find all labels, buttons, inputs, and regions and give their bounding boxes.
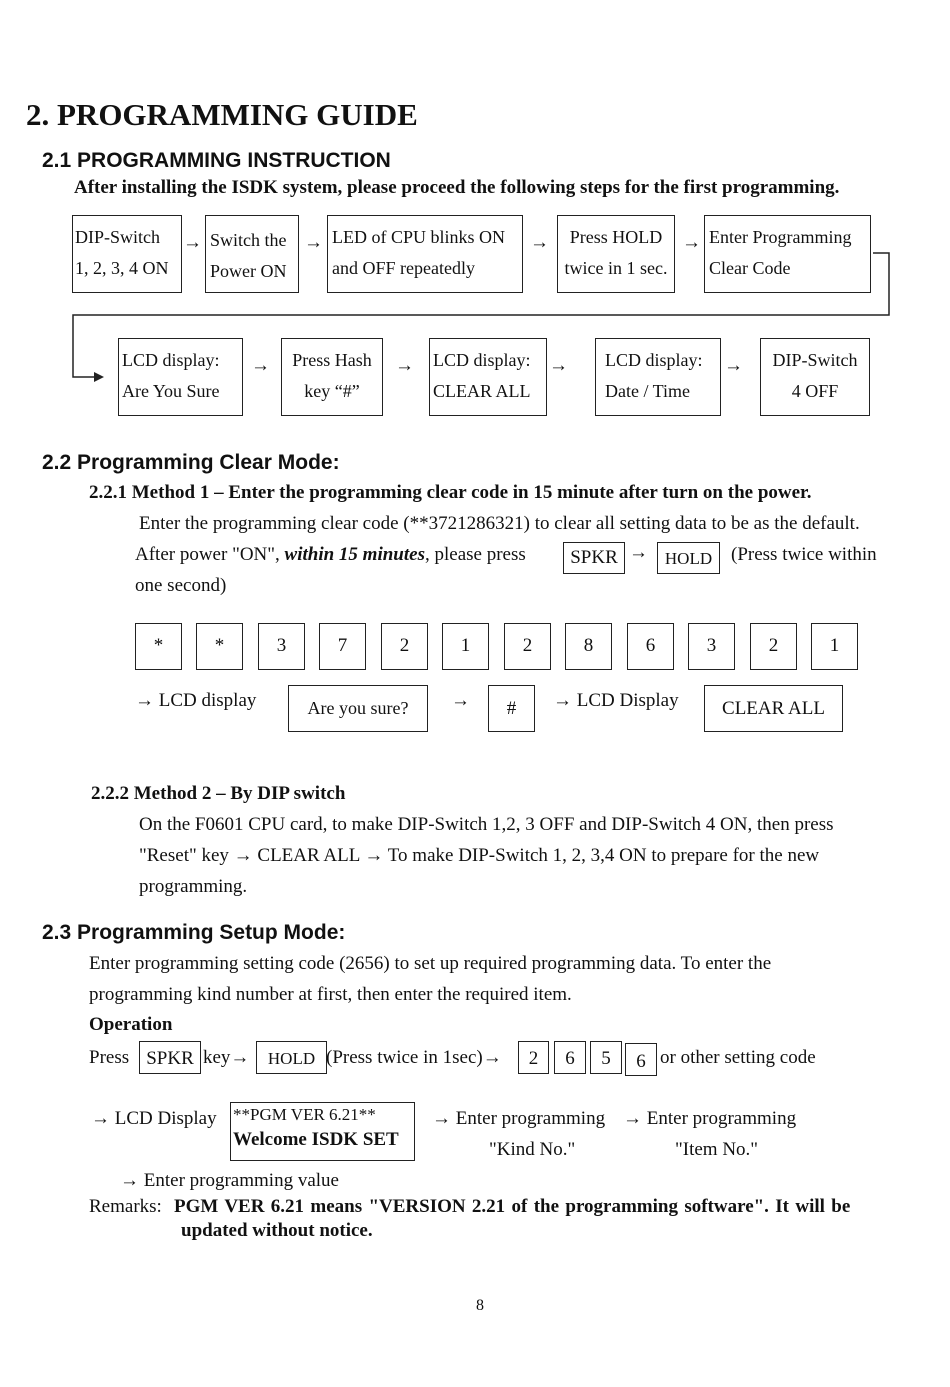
other-code-note: or other setting code [660, 1047, 816, 1068]
lcd-display-label-3: → LCD Display [91, 1108, 217, 1129]
remarks-text-2: updated without notice. [181, 1220, 373, 1241]
flow-arrow: → [251, 355, 270, 376]
code-key: 3 [688, 623, 735, 670]
flow-arrow: → [530, 232, 549, 253]
key-arrow-label: key→ [203, 1047, 250, 1068]
pgm-version-box: **PGM VER 6.21** Welcome ISDK SET [230, 1102, 415, 1161]
code-key: 1 [442, 623, 489, 670]
setup-line-2: programming kind number at first, then enter the required item. [89, 984, 572, 1005]
flow-step-press-hold: Press HOLD twice in 1 sec. [557, 215, 675, 293]
page-number: 8 [476, 1297, 484, 1314]
method-2-title: 2.2.2 Method 2 – By DIP switch [91, 783, 346, 804]
setting-code-key: 2 [518, 1041, 549, 1074]
spkr-key: SPKR [563, 542, 625, 574]
setting-code-key: 6 [554, 1041, 586, 1074]
enter-programming-kind: → Enter programming [432, 1108, 606, 1129]
section-2-1-title: 2.1 PROGRAMMING INSTRUCTION [42, 149, 391, 172]
method-1-line-2: After power "ON", within 15 minutes, please press [135, 544, 526, 565]
remarks-text: PGM VER 6.21 means "VERSION 2.21 of the programming software". It will be [174, 1196, 851, 1217]
kind-no-label: "Kind No." [489, 1139, 576, 1160]
code-key: 2 [750, 623, 797, 670]
flow-step-are-you-sure: LCD display: Are You Sure [118, 338, 243, 416]
flow-step-date-time: LCD display: Date / Time [595, 338, 721, 416]
arrow-icon: → [629, 542, 648, 563]
flow-arrow: → [724, 355, 743, 376]
flow-step-dip-switch-off: DIP-Switch 4 OFF [760, 338, 870, 416]
press-label: Press [89, 1047, 130, 1068]
lcd-display-label: → LCD display [135, 690, 257, 711]
code-key: 3 [258, 623, 305, 670]
code-key: 2 [381, 623, 428, 670]
flow-step-clear-all: LCD display: CLEAR ALL [429, 338, 547, 416]
flow-arrow: → [682, 232, 701, 253]
flow-step-power-on: Switch the Power ON [205, 215, 299, 293]
enter-programming-item: → Enter programming [623, 1108, 797, 1129]
method-2-line-2: "Reset" key → CLEAR ALL → To make DIP-Switch 1, 2, 3,4 ON to prepare for the new [139, 845, 820, 866]
code-key: 7 [319, 623, 366, 670]
section-2-1-intro: After installing the ISDK system, please proceed the following steps for the first programming. [74, 177, 840, 198]
flow-arrow: → [183, 232, 202, 253]
one-second-note: one second) [135, 575, 227, 596]
section-2-2-title: 2.2 Programming Clear Mode: [42, 451, 340, 474]
code-key: * [196, 623, 243, 670]
method-2-line-3: programming. [139, 876, 248, 897]
enter-value-label: → Enter programming value [120, 1170, 339, 1191]
lcd-clear-all-box: CLEAR ALL [704, 685, 843, 732]
operation-label: Operation [89, 1014, 173, 1035]
hold-key: HOLD [256, 1041, 327, 1074]
flow-step-press-hash: Press Hash key “#” [281, 338, 383, 416]
section-2-3-title: 2.3 Programming Setup Mode: [42, 921, 346, 944]
flow-arrow: → [549, 355, 568, 376]
setting-code-key: 6 [625, 1043, 657, 1076]
code-key: 6 [627, 623, 674, 670]
hold-key: HOLD [657, 542, 720, 574]
setting-code-key: 5 [590, 1041, 622, 1074]
code-key: 8 [565, 623, 612, 670]
code-key: 1 [811, 623, 858, 670]
hash-key: # [488, 685, 535, 732]
setup-line-1: Enter programming setting code (2656) to set up required programming data. To enter the [89, 953, 772, 974]
code-key: 2 [504, 623, 551, 670]
lcd-are-you-sure-box: Are you sure? [288, 685, 428, 732]
flow-step-led-blinks: LED of CPU blinks ON and OFF repeatedly [327, 215, 523, 293]
press-twice-note: (Press twice within [731, 544, 877, 565]
method-1-title: 2.2.1 Method 1 – Enter the programming clear code in 15 minute after turn on the power. [89, 482, 812, 503]
arrow-icon: → [451, 690, 470, 711]
flow-arrow: → [304, 232, 323, 253]
method-2-line-1: On the F0601 CPU card, to make DIP-Switch 1,2, 3 OFF and DIP-Switch 4 ON, then press [139, 814, 834, 835]
spkr-key: SPKR [139, 1041, 201, 1074]
flow-step-enter-clear-code: Enter Programming Clear Code [704, 215, 871, 293]
page-heading: 2. PROGRAMMING GUIDE [26, 97, 418, 132]
flow-arrow: → [395, 355, 414, 376]
remarks-label: Remarks: [89, 1196, 162, 1217]
code-key: * [135, 623, 182, 670]
item-no-label: "Item No." [675, 1139, 759, 1160]
method-1-line-1: Enter the programming clear code (**3721286321) to clear all setting data to be as the default. [139, 513, 860, 534]
press-twice-note: (Press twice in 1sec)→ [326, 1047, 502, 1068]
flow-step-dip-switch-on: DIP-Switch 1, 2, 3, 4 ON [72, 215, 182, 293]
lcd-display-label-2: → LCD Display [553, 690, 679, 711]
